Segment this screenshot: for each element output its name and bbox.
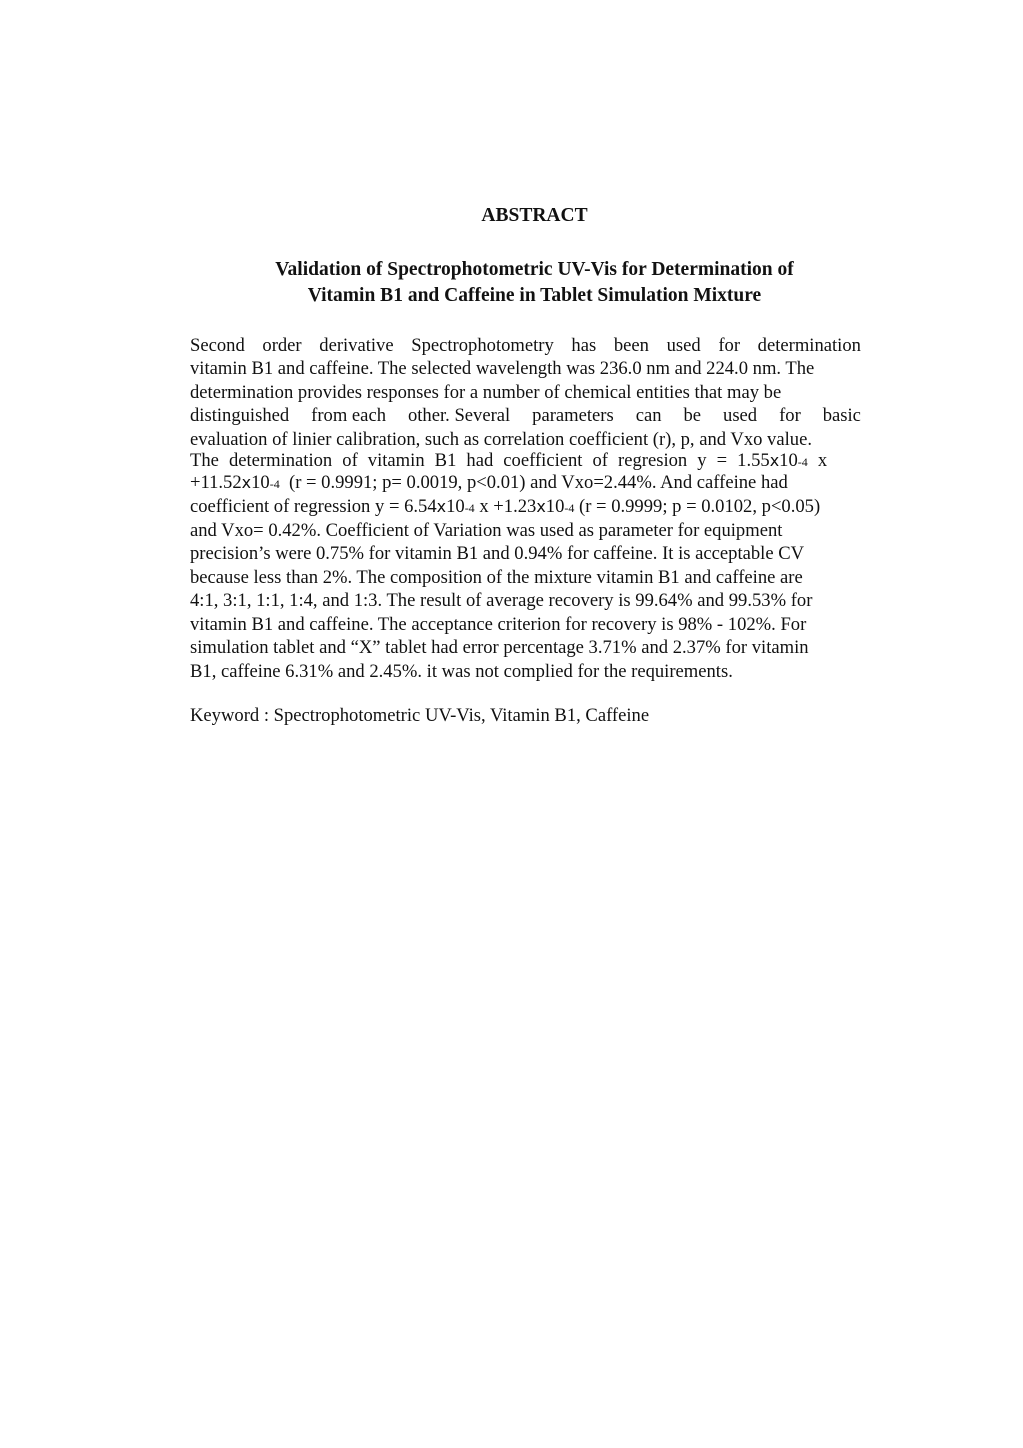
abstract-line-14: simulation tablet and “X” tablet had error percentage 3.71% and 2.37% for vitamin bbox=[190, 637, 809, 658]
abstract-line-12: 4:1, 3:1, 1:1, 1:4, and 1:3. The result of average recovery is 99.64% and 99.53% for bbox=[190, 590, 813, 611]
keyword-line: Keyword : Spectrophotometric UV-Vis, Vitamin B1, Caffeine bbox=[190, 705, 650, 726]
abstract-line-6: The determination of vitamin B1 had coefficient of regresion y = 1.55x10-4 x bbox=[190, 450, 828, 471]
paper-title bbox=[0, 257, 1023, 309]
abstract-line-3: determination provides responses for a number of chemical entities that may be bbox=[190, 382, 782, 403]
abstract-line-15: B1, caffeine 6.31% and 2.45%. it was not complied for the requirements. bbox=[190, 661, 733, 682]
abstract-line-7: +11.52x10-4 (r = 0.9991; p= 0.0019, p<0.01) and Vxo=2.44%. And caffeine had bbox=[190, 472, 788, 493]
section-heading: ABSTRACT bbox=[481, 205, 588, 226]
abstract-line-9: and Vxo= 0.42%. Coefficient of Variation was used as parameter for equipment bbox=[190, 520, 783, 541]
abstract-line-8: coefficient of regression y = 6.54x10-4 x +1.23x10-4 (r = 0.9999; p = 0.0102, p<0.05) bbox=[190, 496, 821, 517]
abstract-line-13: vitamin B1 and caffeine. The acceptance criterion for recovery is 98% - 102%. For bbox=[190, 614, 807, 635]
abstract-line-1: Second order derivative Spectrophotometry has been used for determination bbox=[190, 335, 861, 356]
title-line-2: Vitamin B1 and Caffeine in Tablet Simulation Mixture bbox=[307, 285, 762, 306]
abstract-line-2: vitamin B1 and caffeine. The selected wavelength was 236.0 nm and 224.0 nm. The bbox=[190, 358, 815, 379]
abstract-line-10: precision’s were 0.75% for vitamin B1 and 0.94% for caffeine. It is acceptable CV bbox=[190, 543, 805, 564]
abstract-line-11: because less than 2%. The composition of the mixture vitamin B1 and caffeine are bbox=[190, 567, 803, 588]
title-line-1: Validation of Spectrophotometric UV-Vis for Determination of bbox=[275, 259, 794, 280]
abstract-line-5: evaluation of linier calibration, such as correlation coefficient (r), p, and Vxo value. bbox=[190, 429, 812, 450]
abstract-line-4: distinguished from each other. Several parameters can be used for basic bbox=[190, 405, 861, 426]
